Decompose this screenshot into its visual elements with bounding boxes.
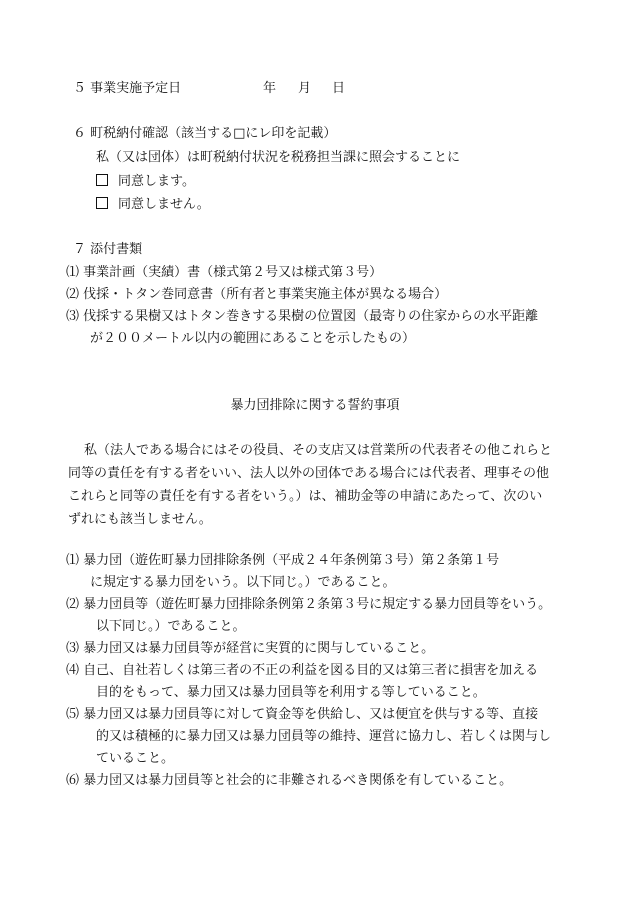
pledge-item: ⑴ 暴力団（遊佐町暴力団排除条例（平成２４年条例第３号）第２条第１号 bbox=[66, 553, 500, 568]
disagree-checkbox[interactable] bbox=[96, 197, 108, 209]
pledge-title: 暴力団排除に関する誓約事項 bbox=[230, 398, 400, 413]
attachment-item: ⑶ 伐採する果樹又はトタン巻きする果樹の位置図（最寄りの住家からの水平距離 bbox=[66, 309, 539, 324]
pledge-item: ⑶ 暴力団又は暴力団員等が経営に実質的に関与していること。 bbox=[66, 641, 435, 656]
agree-checkbox[interactable] bbox=[96, 174, 108, 186]
pledge-intro-line: これらと同等の責任を有する者をいう。）は、補助金等の申請にあたって、次のい bbox=[68, 489, 543, 504]
pledge-item: ⑵ 暴力団員等（遊佐町暴力団排除条例第２条第３号に規定する暴力団員等をいう。 bbox=[66, 597, 552, 612]
consent-disagree-option bbox=[96, 197, 210, 213]
agree-label: 同意します。 bbox=[118, 174, 195, 189]
pledge-item-continuation: に規定する暴力団をいう。以下同じ。）であること。 bbox=[90, 575, 396, 590]
attachment-item-continuation: が２００メートル以内の範囲にあることを示したもの） bbox=[90, 331, 416, 346]
section6-heading: ６ 町税納付確認（該当する□にレ印を記載） bbox=[73, 126, 337, 141]
consent-agree-option bbox=[96, 174, 195, 190]
tax-consent-statement: 私（又は団体）は町税納付状況を税務担当課に照会することに bbox=[96, 150, 461, 165]
pledge-item-continuation: 目的をもって、暴力団又は暴力団員等を利用する等していること。 bbox=[96, 685, 486, 700]
pledge-item: ⑹ 暴力団又は暴力団員等と社会的に非難されるべき関係を有していること。 bbox=[66, 773, 513, 788]
pledge-intro-line: 私（法人である場合にはその役員、その支店又は営業所の代表者その他これらと bbox=[84, 443, 553, 458]
section5-heading: ５ 事業実施予定日 bbox=[73, 81, 182, 96]
disagree-label: 同意しません。 bbox=[118, 197, 210, 212]
pledge-item: ⑷ 自己、自社若しくは第三者の不正の利益を図る目的又は第三者に損害を加える bbox=[66, 663, 539, 678]
date-day-label: 日 bbox=[332, 81, 346, 96]
pledge-item-continuation: 以下同じ。）であること。 bbox=[96, 619, 246, 634]
attachment-item: ⑴ 事業計画（実績）書（様式第２号又は様式第３号） bbox=[66, 265, 383, 280]
pledge-intro-line: ずれにも該当しません。 bbox=[68, 512, 212, 527]
attachment-item: ⑵ 伐採・トタン巻同意書（所有者と事業実施主体が異なる場合） bbox=[66, 287, 448, 302]
pledge-item-continuation: 的又は積極的に暴力団又は暴力団員等の維持、運営に協力し、若しくは関与し bbox=[96, 729, 552, 744]
date-month-label: 月 bbox=[298, 81, 312, 96]
date-year-label: 年 bbox=[263, 81, 277, 96]
section7-heading: ７ 添付書類 bbox=[73, 242, 143, 257]
pledge-item-continuation: ていること。 bbox=[96, 751, 175, 766]
pledge-intro-line: 同等の責任を有する者をいい、法人以外の団体である場合には代表者、理事その他 bbox=[68, 466, 550, 481]
pledge-item: ⑸ 暴力団又は暴力団員等に対して資金等を供給し、又は便宜を供与する等、直接 bbox=[66, 707, 539, 722]
